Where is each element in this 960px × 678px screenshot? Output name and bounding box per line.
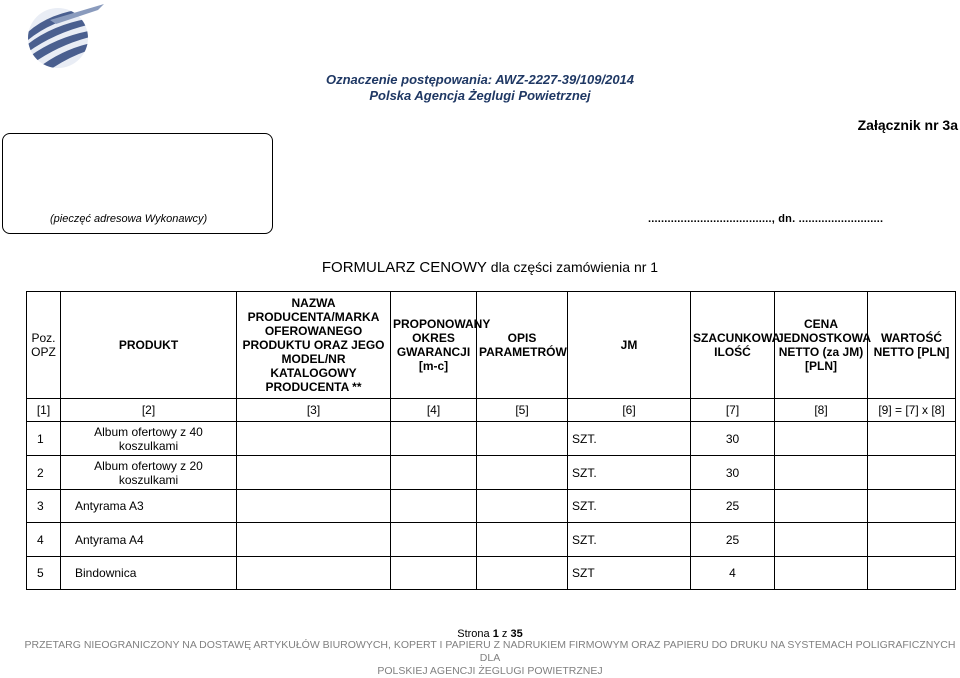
row-poz: 5 [27, 557, 61, 590]
row-poz: 3 [27, 490, 61, 523]
form-title [0, 259, 960, 276]
net-value-cell[interactable] [868, 422, 956, 456]
column-number: [8] [775, 399, 868, 422]
table-header-row [27, 292, 956, 399]
warranty-cell[interactable] [391, 422, 477, 456]
row-product: Antyrama A4 [61, 523, 237, 557]
price-table [26, 291, 956, 590]
manufacturer-cell[interactable] [237, 456, 391, 490]
header-parameters: OPIS PARAMETRÓW [477, 292, 568, 399]
row-jm: SZT. [568, 456, 691, 490]
header-warranty: PROPONOWANY OKRES GWARANCJI [m-c] [391, 292, 477, 399]
manufacturer-cell[interactable] [237, 490, 391, 523]
manufacturer-cell[interactable] [237, 557, 391, 590]
row-poz: 4 [27, 523, 61, 557]
attachment-label: Załącznik nr 3a [857, 117, 958, 133]
header-manufacturer: NAZWA PRODUCENTA/MARKA OFEROWANEGO PRODUKTU ORAZ JEGO MODEL/NR KATALOGOWY PRODUCENTA ** [237, 292, 391, 399]
row-jm: SZT. [568, 523, 691, 557]
page-prefix: Strona [457, 628, 490, 640]
unit-price-cell[interactable] [775, 422, 868, 456]
footer-line-1: PRZETARG NIEOGRANICZONY NA DOSTAWĘ ARTYKUŁÓW BIUROWYCH, KOPERT I PAPIERU Z NADRUKIEM FIRMOWYM ORAZ PAPIERU DO DRUKU NA SYSTEMACH POLIGRAFICZNYCH DLA [24, 639, 956, 664]
parameters-cell[interactable] [477, 456, 568, 490]
warranty-cell[interactable] [391, 456, 477, 490]
table-row [27, 557, 956, 590]
row-jm: SZT [568, 557, 691, 590]
manufacturer-cell[interactable] [237, 422, 391, 456]
header-net-value: WARTOŚĆ NETTO [PLN] [868, 292, 956, 399]
row-quantity: 4 [691, 557, 775, 590]
column-number: [7] [691, 399, 775, 422]
row-product: Album ofertowy z 20 koszulkami [61, 456, 237, 490]
table-row [27, 490, 956, 523]
tender-header [0, 72, 960, 104]
unit-price-cell[interactable] [775, 490, 868, 523]
footer-line-2: POLSKIEJ AGENCJI ŻEGLUGI POWIETRZNEJ [377, 665, 603, 677]
row-jm: SZT. [568, 490, 691, 523]
row-quantity: 25 [691, 490, 775, 523]
row-jm: SZT. [568, 422, 691, 456]
net-value-cell[interactable] [868, 456, 956, 490]
parameters-cell[interactable] [477, 557, 568, 590]
net-value-cell[interactable] [868, 523, 956, 557]
manufacturer-cell[interactable] [237, 523, 391, 557]
column-number: [4] [391, 399, 477, 422]
date-line: ......................................, dn. .......................... [648, 213, 884, 225]
row-product: Antyrama A3 [61, 490, 237, 523]
row-quantity: 25 [691, 523, 775, 557]
header-produkt: PRODUKT [61, 292, 237, 399]
row-poz: 1 [27, 422, 61, 456]
parameters-cell[interactable] [477, 422, 568, 456]
column-number: [5] [477, 399, 568, 422]
agency-logo [20, 2, 106, 72]
column-numbers-row [27, 399, 956, 422]
warranty-cell[interactable] [391, 557, 477, 590]
net-value-cell[interactable] [868, 490, 956, 523]
net-value-cell[interactable] [868, 557, 956, 590]
page-of: z [501, 628, 508, 640]
row-quantity: 30 [691, 456, 775, 490]
row-quantity: 30 [691, 422, 775, 456]
header-jm: JM [568, 292, 691, 399]
unit-price-cell[interactable] [775, 557, 868, 590]
warranty-cell[interactable] [391, 490, 477, 523]
page-current: 1 [492, 628, 499, 640]
footer-tender-description [20, 639, 960, 678]
column-number: [9] = [7] x [8] [868, 399, 956, 422]
form-title-main: FORMULARZ CENOWY [321, 259, 487, 276]
column-number: [1] [27, 399, 61, 422]
unit-price-cell[interactable] [775, 456, 868, 490]
unit-price-cell[interactable] [775, 523, 868, 557]
tender-reference: Oznaczenie postępowania: AWZ-2227-39/109/2014 [325, 72, 635, 87]
row-product: Album ofertowy z 40 koszulkami [61, 422, 237, 456]
row-poz: 2 [27, 456, 61, 490]
table-row [27, 523, 956, 557]
column-number: [2] [61, 399, 237, 422]
table-row [27, 422, 956, 456]
warranty-cell[interactable] [391, 523, 477, 557]
column-number: [3] [237, 399, 391, 422]
header-unit-price: CENA JEDNOSTKOWA NETTO (za JM) [PLN] [775, 292, 868, 399]
page-total: 35 [510, 628, 523, 640]
stamp-label: (pieczęć adresowa Wykonawcy) [50, 213, 208, 225]
parameters-cell[interactable] [477, 490, 568, 523]
parameters-cell[interactable] [477, 523, 568, 557]
table-row [27, 456, 956, 490]
form-title-sub: dla części zamówienia nr 1 [490, 259, 659, 275]
column-number: [6] [568, 399, 691, 422]
header-poz-opz: Poz. OPZ [27, 292, 61, 399]
agency-name: Polska Agencja Żeglugi Powietrznej [369, 88, 591, 103]
header-quantity: SZACUNKOWA ILOŚĆ [691, 292, 775, 399]
row-product: Bindownica [61, 557, 237, 590]
